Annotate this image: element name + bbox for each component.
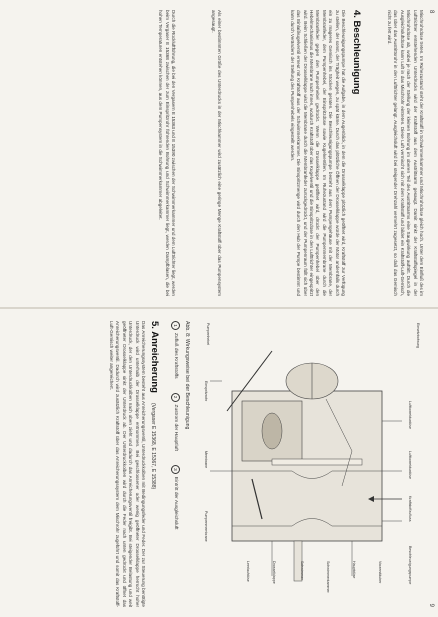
callout-14: Membrane [204, 451, 208, 469]
carburetor-diagram [196, 321, 422, 607]
legend-number: 2 [171, 393, 180, 402]
callout-11: Leerlaufdüse [246, 561, 250, 582]
callout-12: Pumpenhebel [206, 323, 210, 346]
callout-3: Luftkorrekturdüse [408, 451, 412, 479]
section-heading-anreicherung [147, 321, 160, 495]
legend-text: Zustrom der Hauptluft [173, 404, 178, 451]
legend-item [171, 465, 180, 530]
callout-2: Luftkorrekturdüse [408, 401, 412, 429]
callout-6: Vorzerstäuber [378, 561, 382, 584]
legend-item [171, 321, 180, 379]
figure-legend [171, 321, 180, 607]
paragraph-anreicherung: Das Anreicherungssystem besteht aus Anreicherungsventil, Unterdruckkolben mit Bedingungsfeder und Feder. Der zur Steuerung benötigte Unterdruck wird unterhalb der Drosselklappe entnommen. Bei geschlossener oder wenig geöffneter Drosselklappe herrscht hoher Unterdruck, der den Unterdruckkolben nach oben zieht und dadurch das Anreicherungsventil freigibt. Bei steigender Belastung und weit geöffneter Drosselklappe sinkt der Unterdruck ab. Der Unterdruckkolben wird durch die Feder nach unten gedrückt und öffnet das Anreicherungsventil. Dadurch wird zusätzlich Kraftstoff über das Anreicherungssystem dem Mischrohr zugeführt und somit das Kraftstoff-Luft-Gemisch weiter angereichert. [108, 321, 146, 607]
left-page [0, 0, 438, 308]
float [262, 413, 282, 449]
section-title: 5. Anreicherung [149, 321, 160, 393]
legend-text: Zufluß des Kraftstoffs [173, 333, 178, 379]
callout-7: Hauptdüse [352, 561, 356, 579]
callout-5: Beschleunigungspumpe [408, 546, 412, 585]
callout-8: Schwimmerkammer [326, 561, 330, 593]
legend-text: Eintritt der Ausgleichsluft [173, 476, 178, 530]
carburetor-figure [196, 321, 422, 607]
paragraph-unterdruck: Als einer bestimmten Größe des Unterdrucks in der Mischkammer wird zusätzlich eine geringe Menge Kraftstoff über das Pumpensystem angesaugt. [210, 10, 222, 296]
callout-15: Pumpenmembrane [204, 511, 208, 542]
section-heading-beschleunigung: 4. Beschleunigung [351, 10, 362, 95]
callout-9: Schwimmer [300, 561, 304, 580]
callout-1: Einsetzbohrung [416, 323, 420, 348]
callout-13: Einspritzrohr [204, 381, 208, 402]
legend-number: 3 [171, 465, 180, 474]
page-number-right: 9 [428, 603, 434, 607]
page-number-left: 8 [428, 10, 434, 14]
intro-paragraph: Mischrohrdüse treten. Im Ruhezustand steht der Kraftstoff in Schwimmerkammer und Mischrohrdüse gleich hoch. Unter dem Einfluß des im Lufttrichter entstehenden Unterdrucks wird der Kraftstoff aus dem Austrittsarm gesaugt. Damit sinkt der Kraftstoffspiegel in der Mischrohrdüse ab, wobei je nach der Stellung der kleinen Bohrung im oberen Teil des Austrittsarms eine Saugwirkung auftritt. Durch die Ausgleichsluftdüse kann Luft in das Mischrohr eintreten. Diese Luft vermischt sich mit dem Kraftstoff und bildet ein Kraftstoff-Luft-Gemisch, das über das Austrittsrohr in den Lufttrichter gelangt. Ausgleichsluft wird bei steigender Drehzahl vermehrt zugesetzt, so daß das Gemisch nicht zu fett wird. [386, 10, 424, 296]
right-page [0, 309, 438, 617]
legend-item [171, 393, 180, 451]
callout-4: Kraftstoffzufluss [408, 496, 412, 522]
paragraph-beschleunigung: Die Beschleunigungspumpe hat die Aufgabe, in dem Augenblick, in dem die Drosselklappe plötzlich geöffnet wird, Kraftstoff zur Verfügung zu stellen, der sonst, der Trägheit wegen, zu spät käme. Durch das plötzliche Öffnen der Drosselklappe würde der Motor andernfalls durch ein zu mageres Gemisch ins Stocken geraten. Die Beschleunigungspumpe besteht aus dem Pumpengehäuse mit der Membrane, der Membranfeder, dem Pumpenhebel, der Einspritzdüse sowie Kugelventilen. Im Ruhezustand wird die Pumpenmembrane durch die Membranfeder gegen den Pumpenhebel gedrückt. Wenn die Drosselklappe geöffnet wird, drückt der Pumpenhebel über den Hebelmechanismus die Membrane nach innen, wodurch Kraftstoff über das Kugelventil und die Einspritzdüse in den Lufttrichter eingespritzt wird. Beim Schließen der Drosselklappe wird die Membrane durch die Membranfeder zurückgedrückt, und der Pumpenraum füllt sich über das Einlaßkugelventil erneut mit Kraftstoff aus der Schwimmerkammer. Die Einspritzmenge wird durch den Hub der Pumpe bestimmt und kann durch Verändern der Stellung des Pumpenhebels eingestellt werden. [289, 10, 346, 296]
callout-10: Drosselklappe [272, 561, 276, 584]
paragraph-rueckluft: Durch die Rückluftführung, die bei den Vergasern E 15363 und E 15390 zwischen der Schwimmerkammer und dem Lufttrichter liegt, werden beim Vergaser E 15368 zwischen der zum Einspritzrohr führenden Bohrung und Schwimmerkammer liegt, werden Dampfblasen, die bei hohen Temperaturen entstehen können, aus dem Pumpensystem in die Schwimmerkammer abgeleitet. [158, 10, 176, 296]
legend-number: 1 [171, 321, 180, 330]
section-subtitle: (Vergaser E 15368, E 15367, E 15388) [150, 402, 156, 490]
figure-caption: Abb. 8: Wirkungsweise bei der Beschleunigung [184, 321, 190, 430]
